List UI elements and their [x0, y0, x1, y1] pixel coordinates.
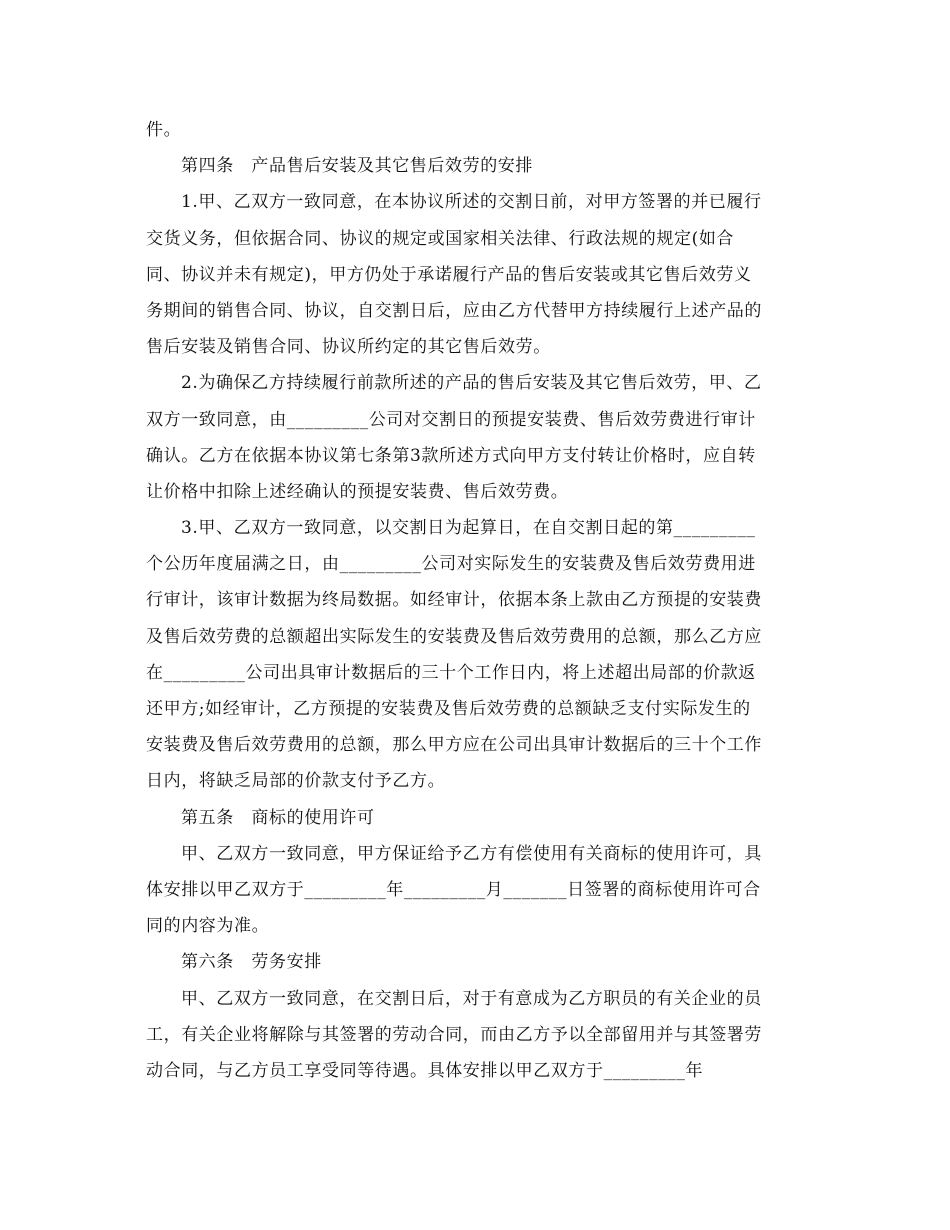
text-line: 交货义务，但依据合同、协议的规定或国家相关法律、行政法规的规定(如合	[146, 228, 735, 249]
text-line: 3.甲、乙双方一致同意，以交割日为起算日，在自交割日起的第_________	[181, 518, 756, 539]
text-line: 务期间的销售合同、协议，自交割日后，应由乙方代替甲方持续履行上述产品的	[146, 300, 762, 321]
text-line: 1.甲、乙双方一致同意，在本协议所述的交割日前，对甲方签署的并已履行	[181, 192, 762, 213]
text-line: 安装费及售后效劳费用的总额，那么甲方应在公司出具审计数据后的三十个工作	[146, 735, 762, 756]
text-line: 件。	[146, 120, 182, 140]
text-line: 动合同，与乙方员工享受同等待遇。具体安排以甲乙双方于_________年	[146, 1060, 704, 1081]
article-heading-4: 第四条 产品售后安装及其它售后效劳的安排	[181, 156, 533, 177]
text-line: 行审计，该审计数据为终局数据。如经审计，依据本条上款由乙方预提的安装费	[146, 590, 762, 611]
text-line: 售后安装及销售合同、协议所约定的其它售后效劳。	[146, 337, 551, 358]
text-line: 日内，将缺乏局部的价款支付予乙方。	[146, 771, 446, 792]
text-line: 个公历年度届满之日，由_________公司对实际发生的安装费及售后效劳费用进	[146, 554, 756, 575]
text-line: 同的内容为准。	[146, 916, 270, 937]
text-line: 及售后效劳费的总额超出实际发生的安装费及售后效劳费用的总额，那么乙方应	[146, 626, 762, 647]
text-line: 在_________公司出具审计数据后的三十个工作日内，将上述超出局部的价款返	[146, 662, 756, 683]
text-line: 让价格中扣除上述经确认的预提安装费、售后效劳费。	[146, 481, 569, 502]
text-line: 工，有关企业将解除与其签署的劳动合同，而由乙方予以全部留用并与其签署劳	[146, 1024, 762, 1045]
text-line: 还甲方;如经审计，乙方预提的安装费及售后效劳费的总额缺乏支付实际发生的	[146, 699, 751, 719]
document-body	[146, 112, 806, 1089]
article-heading-5: 第五条 商标的使用许可	[181, 807, 375, 828]
text-line: 2.为确保乙方持续履行前款所述的产品的售后安装及其它售后效劳，甲、乙	[181, 373, 762, 394]
text-line: 确认。乙方在依据本协议第七条第3款所述方式向甲方支付转让价格时，应自转	[146, 445, 756, 466]
article-heading-6: 第六条 劳务安排	[181, 952, 322, 973]
text-line: 体安排以甲乙双方于_________年_________月_______日签署的商标使用许可合	[146, 879, 761, 900]
text-line: 甲、乙双方一致同意，在交割日后，对于有意成为乙方职员的有关企业的员	[181, 988, 762, 1009]
text-line: 甲、乙双方一致同意，甲方保证给予乙方有偿使用有关商标的使用许可，具	[181, 843, 762, 864]
text-line: 同、协议并未有规定)，甲方仍处于承诺履行产品的售后安装或其它售后效劳义	[146, 264, 752, 285]
text-line: 双方一致同意，由_________公司对交割日的预提安装费、售后效劳费进行审计	[146, 409, 756, 430]
